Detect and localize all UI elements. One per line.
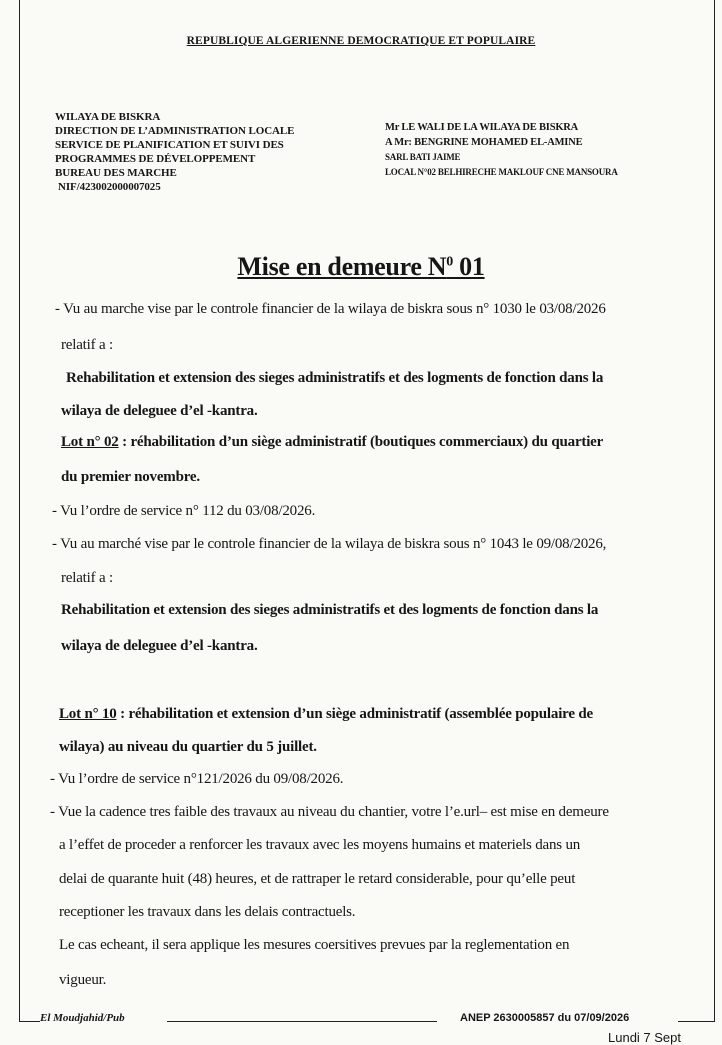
footer-date: Lundi 7 Sept	[608, 1030, 682, 1045]
body-line: relatif a :	[61, 570, 113, 586]
sender-line: DIRECTION DE L’ADMINISTRATION LOCALE	[55, 125, 295, 137]
footer-rule	[20, 1021, 40, 1022]
sender-line: WILAYA DE BISKRA	[55, 111, 161, 123]
sender-line: SERVICE DE PLANIFICATION ET SUIVI DES	[55, 139, 284, 151]
sender-line: PROGRAMMES DE DÉVELOPPEMENT	[55, 153, 256, 165]
body-line: - Vu au marché vise par le controle financier de la wilaya de biskra sous n° 1043 le 09/08/2026,	[52, 536, 607, 552]
sender-line: BUREAU DES MARCHE	[55, 167, 177, 179]
body-line: - Vu l’ordre de service n° 112 du 03/08/2026.	[52, 503, 316, 519]
footer-rule	[678, 1021, 715, 1022]
title-superscript: 0	[446, 254, 453, 270]
body-line: Rehabilitation et extension des sieges administratifs et des logments de fonction dans la	[61, 602, 599, 618]
lot-10-text: : réhabilitation et extension d’un siège administratif (assemblée populaire de	[116, 706, 593, 722]
body-line: - Vu l’ordre de service n°121/2026 du 09/08/2026.	[50, 771, 344, 787]
body-line: Rehabilitation et extension des sieges administratifs et des logments de fonction dans la	[66, 370, 604, 386]
footer-anep-reference: ANEP 2630005857 du 07/09/2026	[460, 1012, 630, 1024]
body-line: wilaya de deleguee d’el -kantra.	[61, 403, 258, 419]
recipient-line: SARL BATI JAIME	[385, 152, 461, 162]
body-line: - Vue la cadence tres faible des travaux au niveau du chantier, votre l’e.url– est mise en demeure	[50, 804, 609, 820]
footer-rule	[167, 1021, 437, 1022]
frame-right-border	[714, 0, 715, 1022]
lot-10-label: Lot n° 10	[59, 706, 117, 722]
body-line: a l’effet de proceder a renforcer les travaux avec les moyens humains et materiels dans un	[59, 837, 581, 853]
recipient-block	[385, 121, 618, 179]
notice-title	[0, 252, 722, 282]
recipient-line: A Mr: BENGRINE MOHAMED EL-AMINE	[385, 136, 583, 148]
lot-02-text: : réhabilitation d’un siège administratif (boutiques commerciaux) du quartier	[118, 434, 604, 450]
lot-02-line	[61, 434, 603, 451]
body-line: wilaya) au niveau du quartier du 5 juillet.	[59, 739, 317, 755]
body-line: Le cas echeant, il sera applique les mesures coersitives prevues par la reglementation en	[59, 937, 570, 953]
body-line: - Vu au marche vise par le controle financier de la wilaya de biskra sous n° 1030 le 03/08/2026	[55, 301, 606, 317]
body-line: vigueur.	[59, 972, 107, 988]
recipient-line: Mr LE WALI DE LA WILAYA DE BISKRA	[385, 122, 579, 133]
title-number: 01	[452, 252, 485, 281]
lot-10-line	[59, 706, 593, 723]
lot-02-label: Lot n° 02	[61, 434, 119, 450]
title-text: Mise en demeure N	[237, 252, 447, 281]
footer-source: El Moudjahid/Pub	[40, 1012, 125, 1024]
sender-block	[55, 110, 294, 194]
recipient-line: LOCAL N°02 BELHIRECHE MAKLOUF CNE MANSOURA	[385, 166, 618, 177]
body-line: relatif a :	[61, 337, 113, 353]
body-line: receptioner les travaux dans les delais contractuels.	[59, 904, 356, 920]
body-line: du premier novembre.	[61, 469, 200, 485]
body-line: delai de quarante huit (48) heures, et de rattraper le retard considerable, pour qu’elle peut	[59, 871, 576, 887]
body-line: wilaya de deleguee d’el -kantra.	[61, 638, 258, 654]
republic-header: REPUBLIQUE ALGERIENNE DEMOCRATIQUE ET POPULAIRE	[186, 35, 536, 47]
nif-number: NIF/423002000007025	[58, 181, 161, 193]
frame-left-border	[19, 0, 20, 1022]
